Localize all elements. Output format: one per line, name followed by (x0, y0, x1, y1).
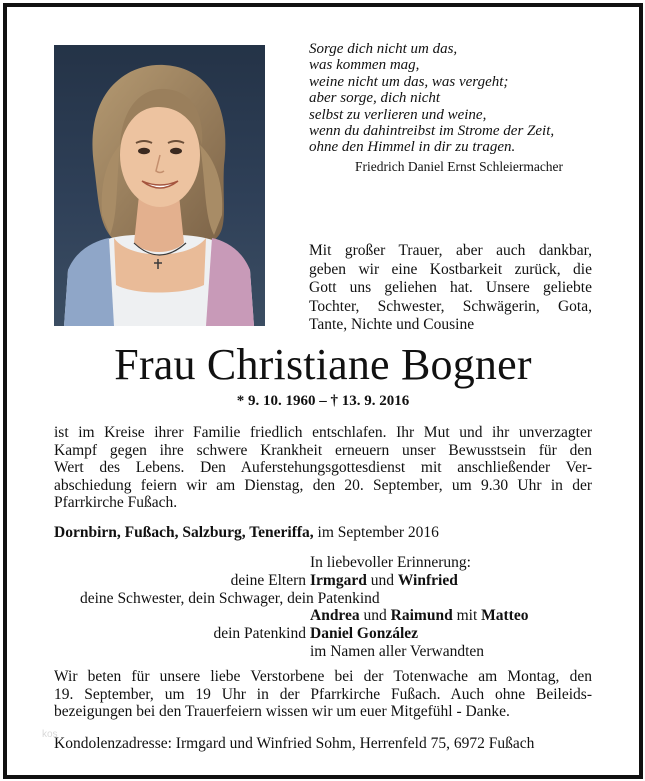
relation-label: deine Eltern (230, 571, 306, 589)
relation-label: deine Schwester, dein Schwager, dein Patenkind (80, 589, 380, 607)
relative-name: Daniel González (310, 625, 419, 643)
body-line: abschiedung feiern wir am Dienstag, den 20. September, um 9.30 Uhr in der (54, 476, 592, 494)
intro-line: Gott uns geliehen hat. Unsere geliebte (309, 279, 592, 296)
family-heading: In liebevoller Erinnerung: (310, 554, 471, 571)
place-date: im September 2016 (313, 524, 439, 541)
family-heading-row (54, 554, 614, 572)
relative-name: Raimund (390, 607, 453, 625)
relative-name: Irmgard (310, 571, 367, 589)
poem-line: was kommen mag, (309, 57, 420, 74)
poem-line: aber sorge, dich nicht (309, 90, 441, 107)
condolence-address: Kondolenzadresse: Irmgard und Winfried Sohm, Herrenfeld 75, 6972 Fußach (54, 735, 535, 752)
wake-paragraph (54, 668, 592, 721)
poem-author: Friedrich Daniel Ernst Schleiermacher (355, 158, 564, 174)
portrait-photo (54, 45, 265, 326)
relatives-note: im Namen aller Verwandten (310, 642, 485, 660)
poem (309, 41, 619, 175)
poem-line: wenn du dahintreibst im Strome der Zeit, (309, 123, 555, 140)
family-row-relatives (54, 643, 614, 661)
family-row-parents: deine Eltern Irmgard und Winfried (54, 572, 614, 590)
body-line: Wert des Lebens. Den Auferstehungsgottesdienst mit anschließender Ver- (54, 459, 592, 477)
life-dates: * 9. 10. 1960 – † 13. 9. 2016 (236, 393, 410, 409)
body-line: Pfarrkirche Fußach. (54, 494, 178, 512)
deceased-name: Frau Christiane Bogner (114, 340, 532, 389)
wake-line: bezeigungen bei den Trauerfeiern wissen wir um euer Mitgefühl - Danke. (54, 703, 510, 721)
places-and-date (54, 524, 439, 542)
family-row-siblings-label (54, 590, 614, 608)
places-list: Dornbirn, Fußach, Salzburg, Teneriffa, (54, 524, 314, 541)
wake-line: Wir beten für unsere liebe Verstorbene bei der Totenwache am Montag, den (54, 668, 592, 685)
poem-line: weine nicht um das, was vergeht; (309, 73, 509, 90)
intro-paragraph (309, 242, 592, 335)
relation-label: dein Patenkind (213, 625, 306, 643)
family-row-siblings: Andrea und Raimund mit Matteo (310, 607, 529, 625)
body-paragraph (54, 424, 592, 512)
relative-name: Winfried (397, 571, 458, 589)
family-row-godchild (54, 625, 614, 643)
intro-line: Tante, Nichte und Cousine (309, 316, 475, 333)
intro-line: geben wir eine Kostbarkeit zurück, die (309, 260, 592, 278)
poem-line: Sorge dich nicht um das, (309, 41, 458, 57)
intro-line: Tochter, Schwester, Schwägerin, Gota, (309, 297, 592, 315)
poem-line: ohne den Himmel in dir zu tragen. (309, 139, 516, 156)
poem-line: selbst zu verlieren und weine, (309, 106, 487, 123)
body-line: Kampf gegen ihre schwere Krankheit erneuern unser Bewusstsein für den (54, 441, 592, 459)
relative-name: Andrea (310, 607, 360, 625)
intro-line: Mit großer Trauer, aber auch dankbar, (309, 242, 592, 259)
wake-line: 19. September, um 19 Uhr in der Pfarrkirche Fußach. Auch ohne Beileids- (54, 685, 592, 703)
body-line: ist im Kreise ihrer Familie friedlich entschlafen. Ihr Mut und ihr unverzagter (54, 424, 592, 441)
family-list (54, 554, 614, 661)
portrait-illustration (54, 45, 265, 326)
obituary-page (3, 3, 643, 779)
watermark: kos (42, 729, 58, 740)
relative-name: Matteo (481, 607, 529, 625)
